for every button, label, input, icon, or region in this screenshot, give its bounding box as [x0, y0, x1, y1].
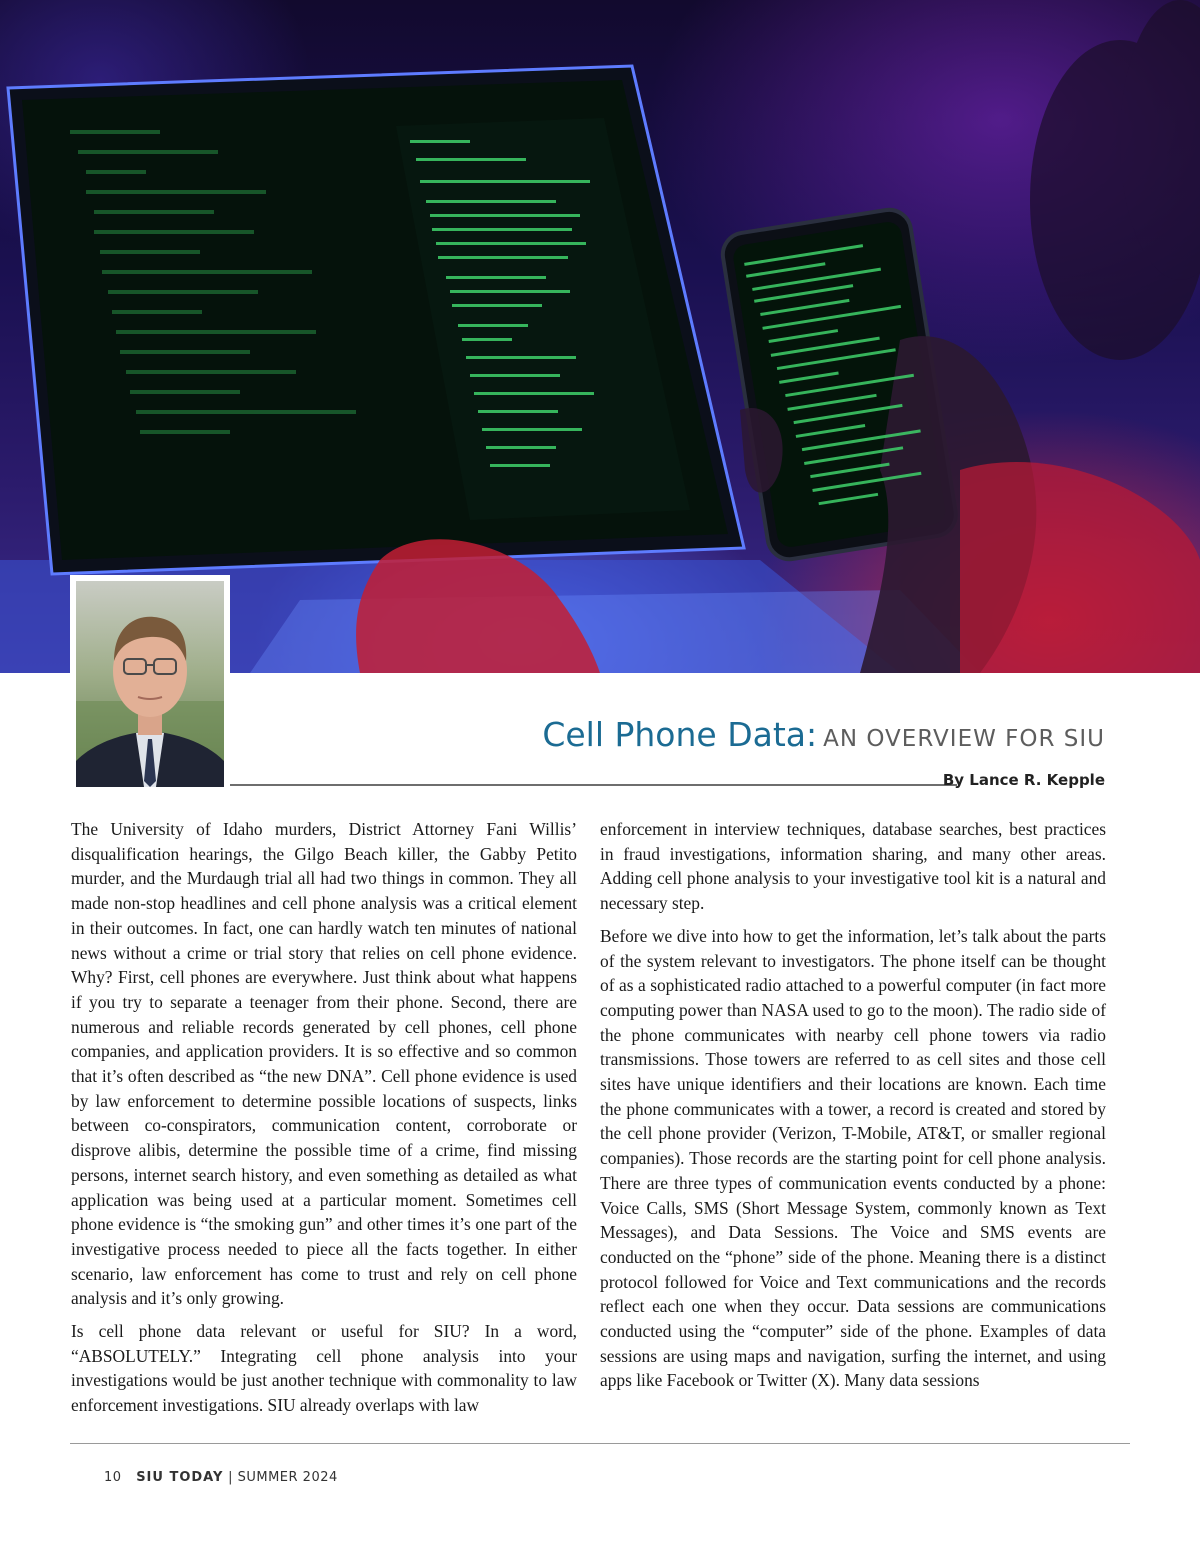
article-title-subtitle: AN OVERVIEW FOR SIU	[823, 726, 1105, 752]
page-number: 10	[104, 1470, 122, 1485]
hero-illustration	[0, 0, 1200, 673]
publication-name: SIU TODAY	[136, 1470, 224, 1485]
footer-divider	[70, 1443, 1130, 1444]
footer-separator: |	[228, 1470, 233, 1485]
author-photo	[70, 575, 230, 787]
article-column-right	[600, 817, 1106, 1401]
page-footer	[104, 1470, 338, 1485]
paragraph: The University of Idaho murders, District Attorney Fani Willis’ disqualification hearings, the Gilgo Beach killer, the Gabby Petito murder, and the Murdaugh trial all had two things in common. They all made non-stop headlines and cell phone analysis was a critical element in their outcomes. In fact, one can hardly watch ten minutes of national news without a crime or trial story that relies on cell phone evidence. Why? First, cell phones are everywhere. Just think about what happens if you try to separate a teenager from their phone. Second, there are numerous and reliable records generated by cell phones, cell phone companies, and application providers. It is so effective and so common that it’s often described as “the new DNA”. Cell phone evidence is used by law enforcement to determine possible locations of suspects, links between co-conspirators, communication content, corroborate or disprove alibis, determine the possible time of a crime, find missing persons, internet search history, and even something as detailed as what application was being used at a particular moment. Sometimes cell phone evidence is “the smoking gun” and other times it’s one part of the investigative process needed to piece all the facts together. In either scenario, law enforcement has come to trust and rely on cell phone analysis and it’s only growing.	[71, 819, 577, 1309]
article-title-main: Cell Phone Data:	[542, 715, 818, 754]
byline: By Lance R. Kepple	[942, 771, 1105, 789]
paragraph: Is cell phone data relevant or useful for SIU? In a word, “ABSOLUTELY.” Integrating cell phone analysis into your investigations would be just another technique with commonality to law enforcement investigations. SIU already overlaps with law	[71, 1321, 577, 1416]
hero-image	[0, 0, 1200, 673]
paragraph: enforcement in interview techniques, database searches, best practices in fraud investigations, information sharing, and many other areas. Adding cell phone analysis to your investigative tool kit is a natural and necessary step.	[600, 819, 1106, 914]
title-divider	[230, 784, 957, 786]
issue-label: SUMMER 2024	[237, 1470, 338, 1485]
article-title	[542, 715, 1105, 754]
paragraph: Before we dive into how to get the information, let’s talk about the parts of the system relevant to investigators. The phone itself can be thought of as a sophisticated radio attached to a powerful computer (in fact more computing power than NASA used to go to the moon). The radio side of the phone communicates with nearby cell phone towers via radio transmissions. Those towers are referred to as cell sites and those cell sites have unique identifiers and their locations are known. Each time the phone communicates with a tower, a record is created and stored by the cell phone provider (Verizon, T-Mobile, AT&T, or smaller regional companies). Those records are the starting point for cell phone analysis. There are three types of communication events conducted by a phone: Voice Calls, SMS (Short Message System, commonly known as Text Messages), and Data Sessions. The Voice and SMS events are conducted on the “phone” side of the phone. Meaning there is a distinct protocol followed for Voice and Text communications and the records reflect each one when they occur. Data sessions are communications conducted using the “computer” side of the phone. Examples of data sessions are using maps and navigation, surfing the internet, and using apps like Facebook or Twitter (X). Many data sessions	[600, 925, 1106, 1391]
author-portrait-illustration	[76, 581, 224, 787]
article-column-left	[71, 817, 577, 1426]
